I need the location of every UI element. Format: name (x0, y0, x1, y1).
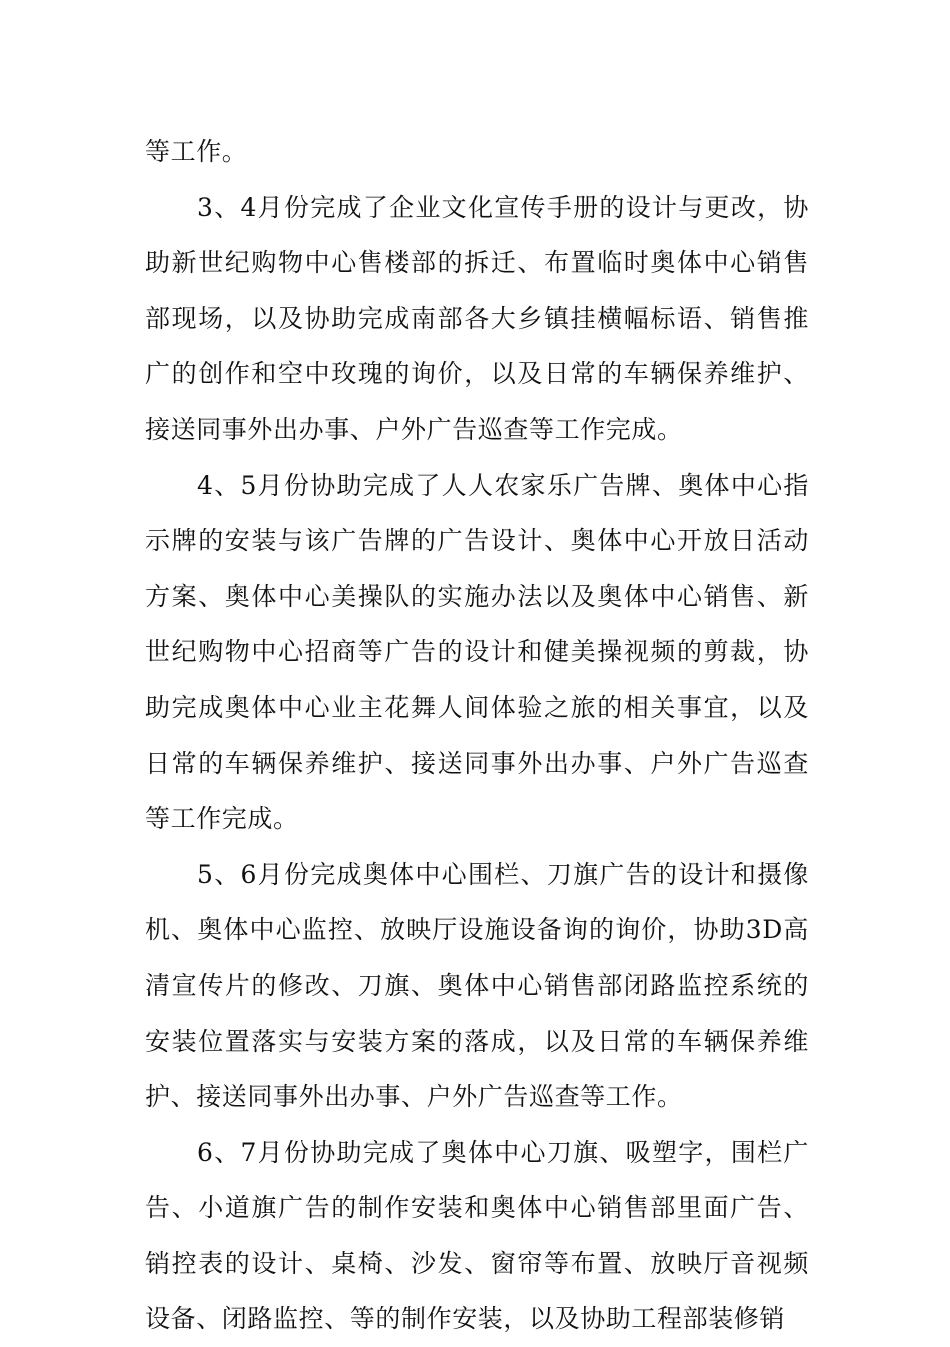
paragraph-continuation: 等工作。 (145, 137, 248, 166)
paragraph-may: 4、5月份协助完成了人人农家乐广告牌、奥体中心指示牌的安装与该广告牌的广告设计、奥体中心开放日活动方案、奥体中心美操队的实施办法以及奥体中心销售、新世纪购物中心招商等广告的设计和健美操视频的剪裁，协助完成奥体中心业主花舞人间体验之旅的相关事宜，以及日常的车辆保养维护、接送同事外出办事、户外广告巡查等工作完成。 (145, 470, 809, 834)
document-body (145, 124, 809, 1347)
paragraph-july: 6、7月份协助完成了奥体中心刀旗、吸塑字，围栏广告、小道旗广告的制作安装和奥体中心销售部里面广告、销控表的设计、桌椅、沙发、窗帘等布置、放映厅音视频设备、闭路监控、等的制作安装，以及协助工程部装修销 (145, 1137, 809, 1334)
paragraph-april: 3、4月份完成了企业文化宣传手册的设计与更改，协助新世纪购物中心售楼部的拆迁、布置临时奥体中心销售部现场，以及协助完成南部各大乡镇挂横幅标语、销售推广的创作和空中玫瑰的询价，以及日常的车辆保养维护、接送同事外出办事、户外广告巡查等工作完成。 (145, 192, 809, 444)
paragraph-june: 5、6月份完成奥体中心围栏、刀旗广告的设计和摄像机、奥体中心监控、放映厅设施设备询的询价，协助3D高清宣传片的修改、刀旗、奥体中心销售部闭路监控系统的安装位置落实与安装方案的落成，以及日常的车辆保养维护、接送同事外出办事、户外广告巡查等工作。 (145, 859, 809, 1112)
